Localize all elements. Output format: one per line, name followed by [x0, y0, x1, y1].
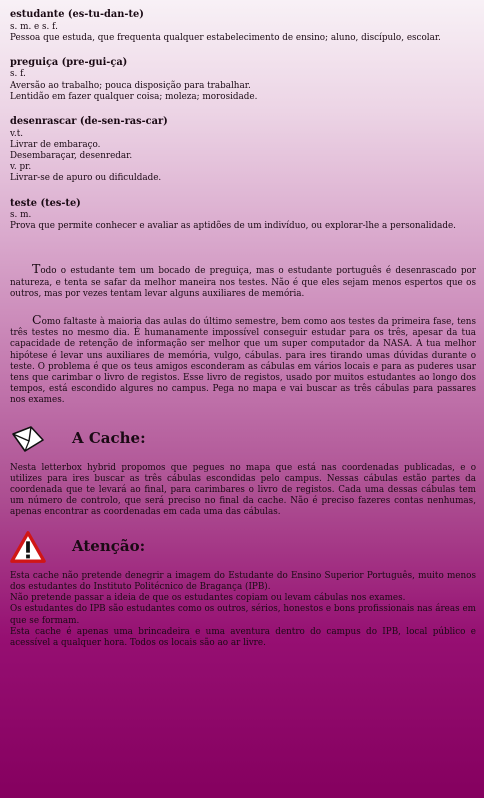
warning-heading — [10, 529, 476, 565]
entry-line: s. f. — [10, 69, 26, 80]
cache-heading — [10, 421, 476, 457]
headword: preguiça (pre-gui-ça) — [10, 56, 128, 68]
headword: desenrascar (de-sen-ras-car) — [10, 116, 168, 128]
entry-line: Desembaraçar, desenredar. — [10, 150, 133, 161]
warning-line: Esta cache é apenas uma brincadeira e uma aventura dentro do campus do IPB, local público e acessível a qualquer hora. Todos os locais são ao ar livre. — [10, 626, 476, 648]
warning-icon — [10, 529, 46, 565]
paragraph-text: odo o estudante tem um bocado de preguiça, mas o estudante português é desenrascado por natureza, e tenta se safar da melhor maneira nos testes. Não é que eles sejam menos espertos que os outros, mas por vezes tentam levar alguns auxiliares de memória. — [10, 266, 476, 299]
story-paragraph — [10, 314, 476, 407]
section-title: Atenção: — [72, 537, 146, 556]
entry-line: Livrar-se de apuro ou dificuldade. — [10, 173, 162, 184]
headword: estudante (es-tu-dan-te) — [10, 9, 144, 20]
entry-line: Livrar de embaraço. — [10, 139, 101, 150]
entry-line: v.t. — [10, 128, 24, 139]
section-title: A Cache: — [72, 429, 146, 448]
headword: teste (tes-te) — [10, 197, 81, 209]
warning-line: Não pretende passar a ideia de que os estudantes copiam ou levam cábulas nos exames. — [10, 593, 406, 604]
warning-line: Esta cache não pretende denegrir a imagem do Estudante do Ensino Superior Português, muito menos dos estudantes do Instituto Politécnico de Bragança (IPB). — [10, 570, 476, 592]
dictionary-entry-desenrascar — [10, 116, 476, 185]
dictionary-entry-estudante — [10, 9, 476, 44]
warning-text — [10, 571, 476, 649]
entry-line: Lentidão em fazer qualquer coisa; moleza; morosidade. — [10, 91, 258, 102]
warning-line: Os estudantes do IPB são estudantes como os outros, sérios, honestos e bons profissionais nas áreas em que se formam. — [10, 604, 476, 626]
entry-line: v. pr. — [10, 162, 32, 173]
entry-line: Pessoa que estuda, que frequenta qualquer estabelecimento de ensino; aluno, discípulo, escolar. — [10, 32, 441, 43]
dictionary-entry-preguica — [10, 57, 476, 103]
entry-line: s. m. e s. f. — [10, 21, 58, 32]
cache-text: Nesta letterbox hybrid propomos que pegues no mapa que está nas coordenadas publicadas, e o utilizes para ires buscar as três cábulas escondidas pelo campus. Nessas cábulas estão partes da coordenada que te levará ao final, para carimbares o livro de registos. Cada uma dessas cábulas tem um número de controlo, que será preciso no final da cache. Não é preciso fazeres contas nenhumas, apenas encontrar as coordenadas em cada uma das cábulas. — [10, 462, 476, 518]
entry-line: Prova que permite conhecer e avaliar as aptidões de um indivíduo, ou explorar-lhe a personalidade. — [10, 221, 456, 232]
dictionary-entry-teste — [10, 198, 476, 233]
drop-cap: T — [32, 261, 41, 277]
story-paragraph — [10, 263, 476, 300]
entry-line: Aversão ao trabalho; pouca disposição para trabalhar. — [10, 80, 251, 91]
paragraph-text: omo faltaste à maioria das aulas do último semestre, bem como aos testes da primeira fase, tens três testes no mesmo dia. É humanamente impossível conseguir estudar para os três, apesar da tua capacidade de retenção de informação ser melhor que um super computador da NASA. A tua melhor hipótese é levar uns auxiliares de memória, vulgo, cábulas. para ires tirando umas dúvidas durante o teste. O problema é que os teus amigos esconderam as cábulas em vários locais e para as puderes usar tens que carimbar o livro de registos. Esse livro de registos, usado por muitos estudantes ao longo dos tempos, está escondido algures no campus. Pega no mapa e vai buscar as três cábulas para passares nos exames. — [10, 317, 476, 406]
envelope-icon — [10, 421, 46, 457]
entry-line: s. m. — [10, 210, 32, 221]
drop-cap: C — [32, 312, 42, 328]
